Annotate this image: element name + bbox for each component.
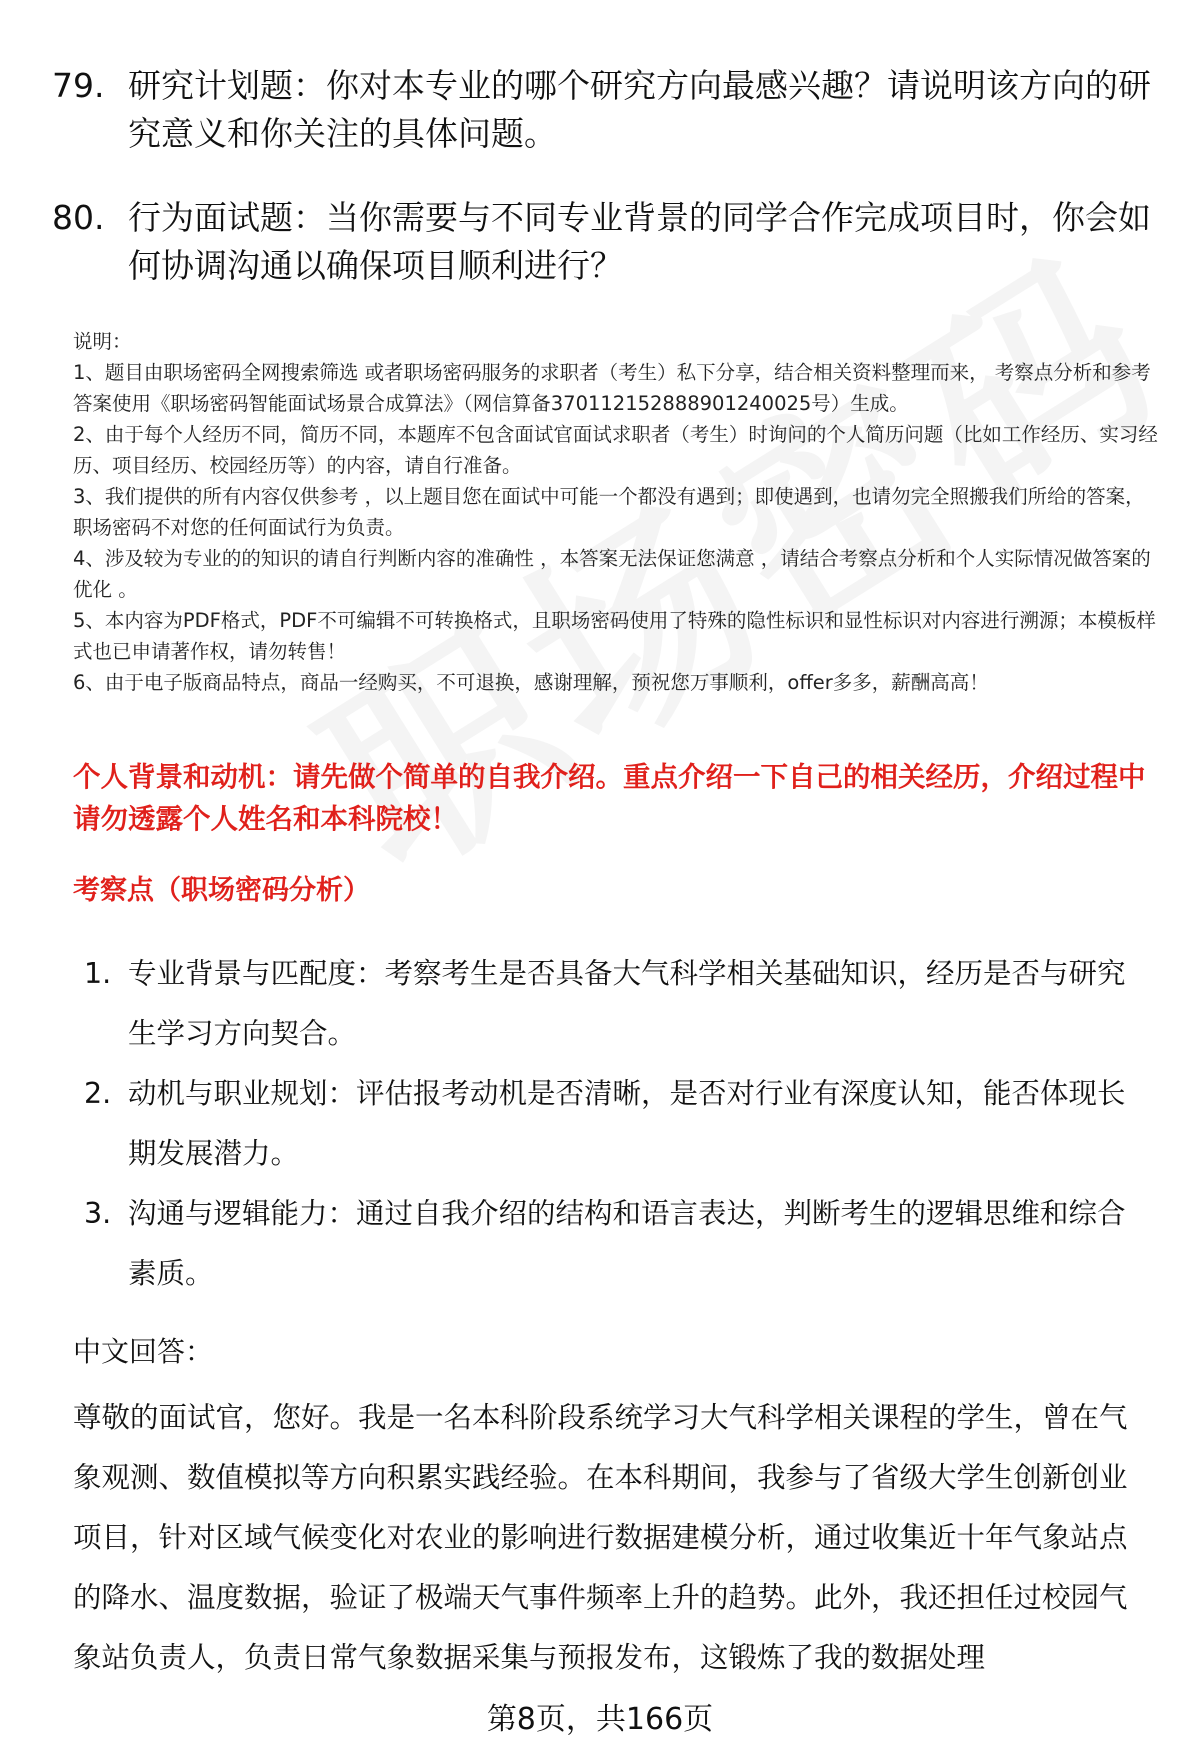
point-text: 专业背景与匹配度：考察考生是否具备大气科学相关基础知识，经历是否与研究生学习方向契合。 bbox=[128, 957, 1126, 1050]
question-79 bbox=[52, 62, 1162, 158]
interview-question-heading: 个人背景和动机：请先做个简单的自我介绍。重点介绍一下自己的相关经历，介绍过程中请勿透露个人姓名和本科院校！ bbox=[73, 761, 1146, 835]
page-footer: 第8页，共166页 bbox=[0, 1698, 1200, 1742]
point-text: 动机与职业规划：评估报考动机是否清晰，是否对行业有深度认知，能否体现长期发展潜力。 bbox=[128, 1077, 1126, 1170]
point-number: 2. bbox=[84, 1077, 112, 1110]
note-item: 2、由于每个人经历不同，简历不同，本题库不包含面试官面试求职者（考生）时询问的个人简历问题（比如工作经历、实习经历、项目经历、校园经历等）的内容，请自行准备。 bbox=[73, 423, 1158, 477]
question-number: 80. bbox=[52, 198, 105, 237]
answer-text: 尊敬的面试官，您好。我是一名本科阶段系统学习大气科学相关课程的学生，曾在气象观测、数值模拟等方向积累实践经验。在本科期间，我参与了省级大学生创新创业项目，针对区域气候变化对农业的影响进行数据建模分析，通过收集近十年气象站点的降水、温度数据，验证了极端天气事件频率上升的趋势。此外，我还担任过校园气象站负责人，负责日常气象数据采集与预报发布，这锻炼了我的数据处理 bbox=[73, 1401, 1128, 1674]
question-number: 79. bbox=[52, 66, 105, 105]
notes-title: 说明： bbox=[73, 330, 132, 353]
note-item: 1、题目由职场密码全网搜索筛选 或者职场密码服务的求职者（考生）私下分享，结合相关资料整理而来， 考察点分析和参考答案使用《职场密码智能面试场景合成算法》（网信算备370112152888901240025号）生成。 bbox=[73, 361, 1151, 415]
analysis-points-list bbox=[84, 944, 1164, 1304]
disclaimer-notes bbox=[73, 326, 1163, 698]
question-text: 研究计划题：你对本专业的哪个研究方向最感兴趣？请说明该方向的研究意义和你关注的具体问题。 bbox=[128, 66, 1151, 153]
note-item: 3、我们提供的所有内容仅供参考 ，以上题目您在面试中可能一个都没有遇到；即使遇到，也请勿完全照搬我们所给的答案，职场密码不对您的任何面试行为负责。 bbox=[73, 485, 1145, 539]
question-80 bbox=[52, 194, 1162, 290]
point-number: 1. bbox=[84, 957, 112, 990]
analysis-point bbox=[84, 1064, 1164, 1184]
answer-label: 中文回答： bbox=[73, 1335, 214, 1368]
point-text: 沟通与逻辑能力：通过自我介绍的结构和语言表达，判断考生的逻辑思维和综合素质。 bbox=[128, 1197, 1126, 1290]
note-item: 4、涉及较为专业的的知识的请自行判断内容的准确性 ，本答案无法保证您满意 ，请结合考察点分析和个人实际情况做答案的优化 。 bbox=[73, 547, 1151, 601]
note-item: 6、由于电子版商品特点，商品一经购买，不可退换，感谢理解，预祝您万事顺利，offer多多，薪酬高高！ bbox=[73, 671, 989, 694]
analysis-heading: 考察点（职场密码分析） bbox=[73, 875, 370, 906]
analysis-point bbox=[84, 944, 1164, 1064]
question-text: 行为面试题：当你需要与不同专业背景的同学合作完成项目时，你会如何协调沟通以确保项目顺利进行？ bbox=[128, 198, 1151, 285]
analysis-point bbox=[84, 1184, 1164, 1304]
note-item: 5、本内容为PDF格式，PDF不可编辑不可转换格式，且职场密码使用了特殊的隐性标识和显性标识对内容进行溯源；本模板样式也已申请著作权，请勿转售！ bbox=[73, 609, 1156, 663]
point-number: 3. bbox=[84, 1197, 112, 1230]
